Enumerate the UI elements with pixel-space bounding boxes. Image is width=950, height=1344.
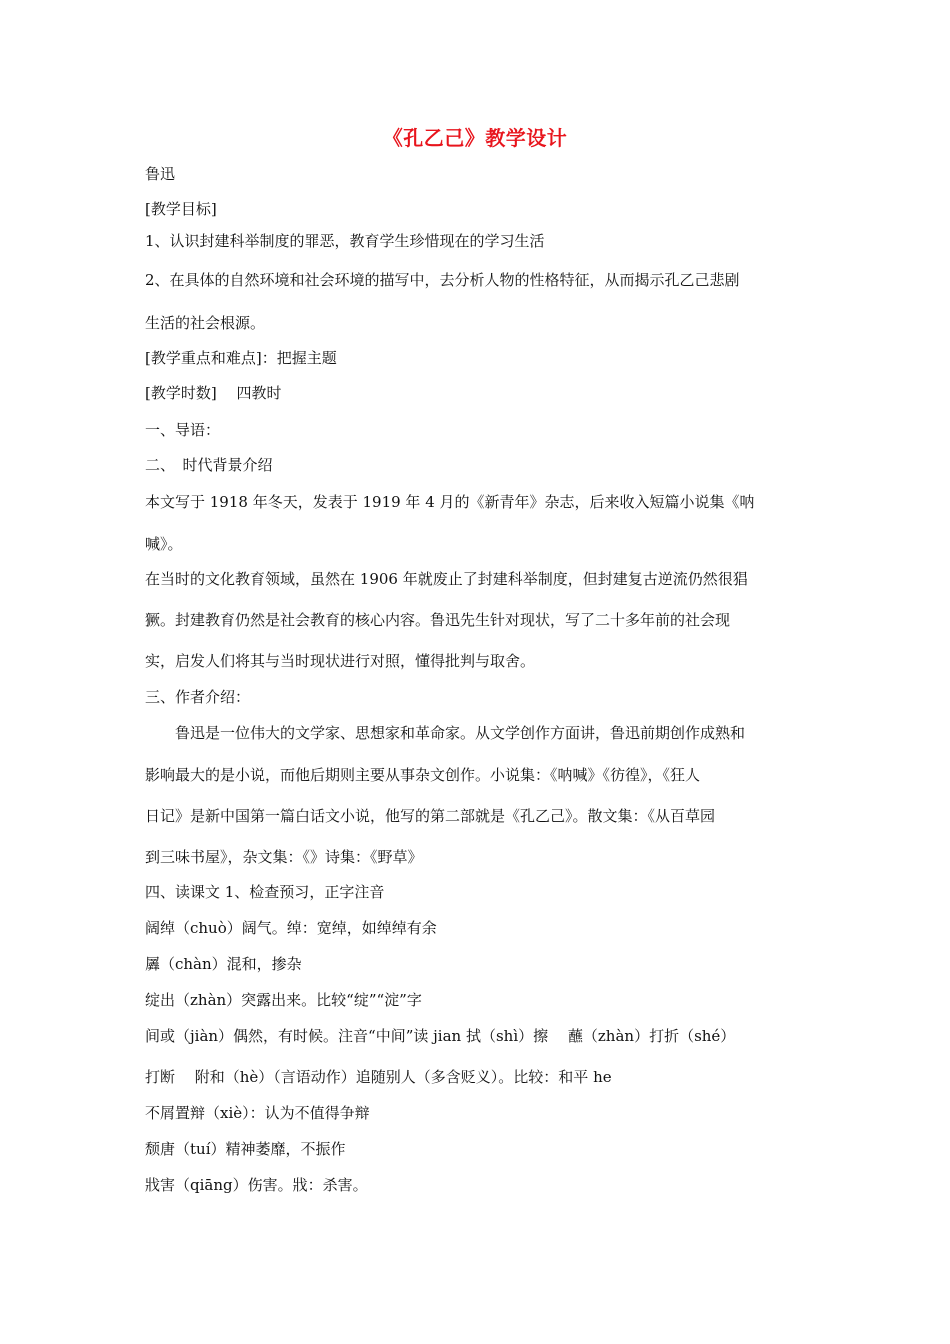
class-hours-line: [教学时数] 四教时 [145,384,282,402]
section-heading-goals: [教学目标] [145,200,217,218]
section-heading-reading: 四、读课文 1、检查预习，正字注音 [145,883,385,901]
author-line: 鲁迅 [145,165,176,183]
vocab-item: 间或（jiàn）偶然，有时候。注音“中间”读 jian 拭（shì）擦 蘸（zhàn）打折（shé） [145,1027,736,1045]
paragraph-line: 实，启发人们将其与当时现状进行对照，懂得批判与取舍。 [145,652,536,670]
paragraph-line: 獗。封建教育仍然是社会教育的核心内容。鲁迅先生针对现状，写了二十多年前的社会现 [145,611,731,629]
goal-item-1: 1、认识封建科举制度的罪恶，教育学生珍惜现在的学习生活 [145,232,545,250]
vocab-item: 绽出（zhàn）突露出来。比较“绽”“淀”字 [145,991,422,1009]
vocab-item: 羼（chàn）混和，掺杂 [145,955,302,973]
section-heading-intro: 一、导语： [145,421,221,439]
goal-item-2-cont: 生活的社会根源。 [145,314,266,332]
vocab-item: 不屑置辩（xiè）：认为不值得争辩 [145,1104,370,1122]
paragraph-line: 在当时的文化教育领域，虽然在 1906 年就废止了封建科举制度，但封建复古逆流仍然很猖 [145,570,748,588]
section-heading-author: 三、作者介绍： [145,688,251,706]
paragraph-line: 本文写于 1918 年冬天，发表于 1919 年 4 月的《新青年》杂志，后来收入短篇小说集《呐 [145,493,755,511]
paragraph-line: 到三味书屋》，杂文集：《》诗集：《野草》 [145,848,423,866]
paragraph-line: 日记》是新中国第一篇白话文小说，他写的第二部就是《孔乙己》。散文集：《从百草园 [145,807,716,825]
paragraph-line: 影响最大的是小说，而他后期则主要从事杂文创作。小说集：《呐喊》《彷徨》，《狂人 [145,766,701,784]
key-points-line: [教学重点和难点]：把握主题 [145,349,337,367]
goal-item-2: 2、在具体的自然环境和社会环境的描写中，去分析人物的性格特征，从而揭示孔乙己悲剧 [145,271,740,289]
vocab-item: 阔绰（chuò）阔气。绰：宽绰，如绰绰有余 [145,919,437,937]
vocab-item: 戕害（qiāng）伤害。戕：杀害。 [145,1176,368,1194]
paragraph-line: 鲁迅是一位伟大的文学家、思想家和革命家。从文学创作方面讲，鲁迅前期创作成熟和 [145,724,746,742]
vocab-item: 颓唐（tuí）精神萎靡，不振作 [145,1140,346,1158]
vocab-item: 打断 附和（hè）（言语动作）追随别人（多含贬义）。比较：和平 he [145,1068,612,1086]
paragraph-line: 喊》。 [145,535,183,553]
section-heading-background: 二、 时代背景介绍 [145,456,273,474]
document-title: 《孔乙己》教学设计 [382,126,568,150]
